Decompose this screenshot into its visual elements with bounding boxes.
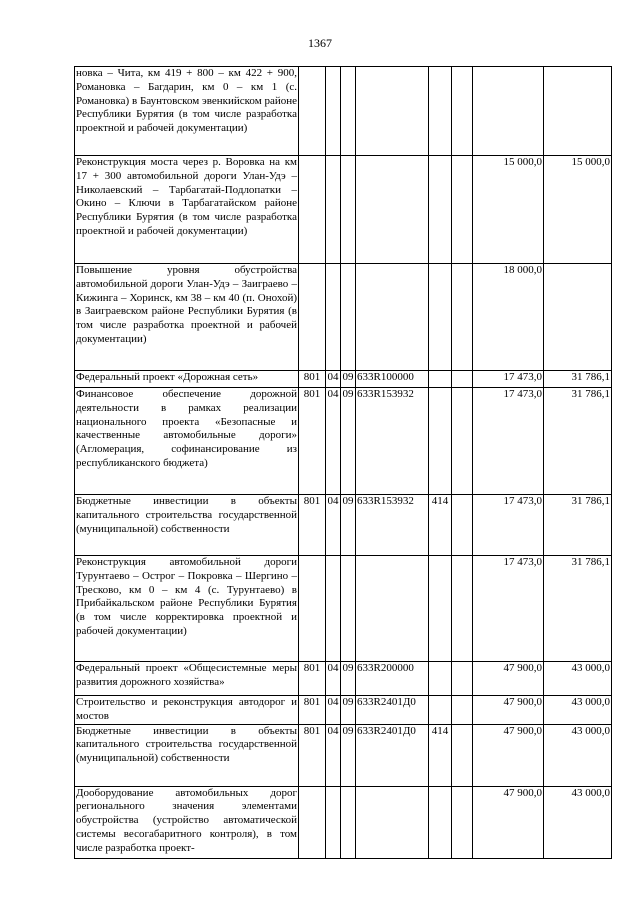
amount-year-1: 17 473,0 [473, 556, 544, 662]
table-row [75, 556, 612, 662]
section-code: 04 [326, 495, 341, 556]
row-name: новка – Чита, км 419 + 800 – км 422 + 900, Романовка – Багдарин, км 0 – км 1 (с. Романовка) в Баунтовском эвенкийском районе Республики Бурятия (в том числе разработка проектной и рабочей документации) [75, 67, 299, 156]
row-name: Бюджетные инвестиции в объекты капитального строительства государственной (муниципальной) собственности [75, 495, 299, 556]
empty-cell [452, 388, 473, 495]
amount-year-2 [544, 67, 612, 156]
target-article-code [356, 156, 429, 264]
amount-year-2: 15 000,0 [544, 156, 612, 264]
table-row [75, 264, 612, 371]
section-code [326, 556, 341, 662]
amount-year-1 [473, 67, 544, 156]
section-code [326, 264, 341, 371]
row-name: Реконструкция автомобильной дороги Турунтаево – Острог – Покровка – Шергино – Тресково, км 0 – км 4 (с. Турунтаево) в Прибайкальском районе Республики Бурятия (в том числе корректировка проектной и рабочей документации) [75, 556, 299, 662]
section-code: 04 [326, 662, 341, 696]
empty-cell [452, 264, 473, 371]
table-row [75, 156, 612, 264]
target-article-code: 633R100000 [356, 371, 429, 388]
amount-year-2 [544, 264, 612, 371]
amount-year-2: 43 000,0 [544, 662, 612, 696]
table-row [75, 495, 612, 556]
ministry-code: 801 [299, 388, 326, 495]
amount-year-1: 47 900,0 [473, 696, 544, 725]
target-article-code [356, 67, 429, 156]
row-name: Федеральный проект «Общесистемные меры развития дорожного хозяйства» [75, 662, 299, 696]
subsection-code [341, 67, 356, 156]
row-name: Строительство и реконструкция автодорог и мостов [75, 696, 299, 725]
ministry-code [299, 67, 326, 156]
amount-year-2: 31 786,1 [544, 495, 612, 556]
ministry-code [299, 264, 326, 371]
empty-cell [452, 495, 473, 556]
empty-cell [452, 371, 473, 388]
amount-year-1: 17 473,0 [473, 388, 544, 495]
subsection-code [341, 264, 356, 371]
amount-year-1: 18 000,0 [473, 264, 544, 371]
expense-type-code: 414 [429, 495, 452, 556]
table-row [75, 67, 612, 156]
amount-year-1: 15 000,0 [473, 156, 544, 264]
expense-type-code [429, 67, 452, 156]
amount-year-1: 47 900,0 [473, 724, 544, 786]
table-row [75, 662, 612, 696]
table-body [75, 67, 612, 859]
ministry-code: 801 [299, 724, 326, 786]
expense-type-code [429, 556, 452, 662]
target-article-code: 633R200000 [356, 662, 429, 696]
section-code: 04 [326, 388, 341, 495]
expense-type-code [429, 786, 452, 858]
table-row [75, 724, 612, 786]
section-code: 04 [326, 724, 341, 786]
ministry-code: 801 [299, 696, 326, 725]
amount-year-2: 43 000,0 [544, 696, 612, 725]
target-article-code [356, 556, 429, 662]
section-code: 04 [326, 371, 341, 388]
amount-year-1: 17 473,0 [473, 495, 544, 556]
ministry-code [299, 786, 326, 858]
expense-type-code [429, 388, 452, 495]
target-article-code [356, 264, 429, 371]
section-code [326, 786, 341, 858]
amount-year-2: 43 000,0 [544, 786, 612, 858]
subsection-code: 09 [341, 696, 356, 725]
section-code [326, 156, 341, 264]
expense-type-code [429, 264, 452, 371]
subsection-code: 09 [341, 371, 356, 388]
target-article-code: 633R153932 [356, 388, 429, 495]
section-code: 04 [326, 696, 341, 725]
section-code [326, 67, 341, 156]
expense-type-code [429, 156, 452, 264]
target-article-code [356, 786, 429, 858]
page-number: 1367 [308, 36, 332, 50]
target-article-code: 633R2401Д0 [356, 696, 429, 725]
table-row [75, 696, 612, 725]
expense-type-code: 414 [429, 724, 452, 786]
amount-year-2: 31 786,1 [544, 556, 612, 662]
row-name: Федеральный проект «Дорожная сеть» [75, 371, 299, 388]
target-article-code: 633R153932 [356, 495, 429, 556]
subsection-code [341, 786, 356, 858]
subsection-code: 09 [341, 388, 356, 495]
amount-year-1: 47 900,0 [473, 786, 544, 858]
ministry-code [299, 156, 326, 264]
empty-cell [452, 786, 473, 858]
subsection-code: 09 [341, 662, 356, 696]
ministry-code: 801 [299, 371, 326, 388]
row-name: Бюджетные инвестиции в объекты капитального строительства государственной (муниципальной) собственности [75, 724, 299, 786]
amount-year-2: 31 786,1 [544, 371, 612, 388]
expense-type-code [429, 696, 452, 725]
expense-type-code [429, 371, 452, 388]
amount-year-2: 31 786,1 [544, 388, 612, 495]
ministry-code [299, 556, 326, 662]
target-article-code: 633R2401Д0 [356, 724, 429, 786]
row-name: Финансовое обеспечение дорожной деятельности в рамках реализации национального проекта «Безопасные и качественные автомобильные дороги» (Агломерация, софинансирование из республиканского бюджета) [75, 388, 299, 495]
ministry-code: 801 [299, 495, 326, 556]
empty-cell [452, 556, 473, 662]
row-name: Реконструкция моста через р. Воровка на км 17 + 300 автомобильной дороги Улан-Удэ – Николаевский – Тарбагатай-Подлопатки – Окино – Ключи в Тарбагатайском районе Республики Бурятия (в том числе разработка проектной и рабочей документации) [75, 156, 299, 264]
amount-year-1: 17 473,0 [473, 371, 544, 388]
amount-year-2: 43 000,0 [544, 724, 612, 786]
table-row [75, 371, 612, 388]
row-name: Повышение уровня обустройства автомобильной дороги Улан-Удэ – Заиграево – Кижинга – Хоринск, км 38 – км 40 (п. Онохой) в Заиграевском районе Республики Бурятия (в том числе разработка проектной и рабочей документации) [75, 264, 299, 371]
empty-cell [452, 724, 473, 786]
empty-cell [452, 156, 473, 264]
subsection-code: 09 [341, 724, 356, 786]
empty-cell [452, 696, 473, 725]
table-row [75, 786, 612, 858]
amount-year-1: 47 900,0 [473, 662, 544, 696]
empty-cell [452, 662, 473, 696]
expense-type-code [429, 662, 452, 696]
row-name: Дооборудование автомобильных дорог регионального значения элементами обустройства (устройство автоматической системы весогабаритного контроля), в том числе разработка проект- [75, 786, 299, 858]
budget-table [74, 66, 612, 859]
subsection-code [341, 156, 356, 264]
subsection-code: 09 [341, 495, 356, 556]
table-row [75, 388, 612, 495]
ministry-code: 801 [299, 662, 326, 696]
empty-cell [452, 67, 473, 156]
subsection-code [341, 556, 356, 662]
